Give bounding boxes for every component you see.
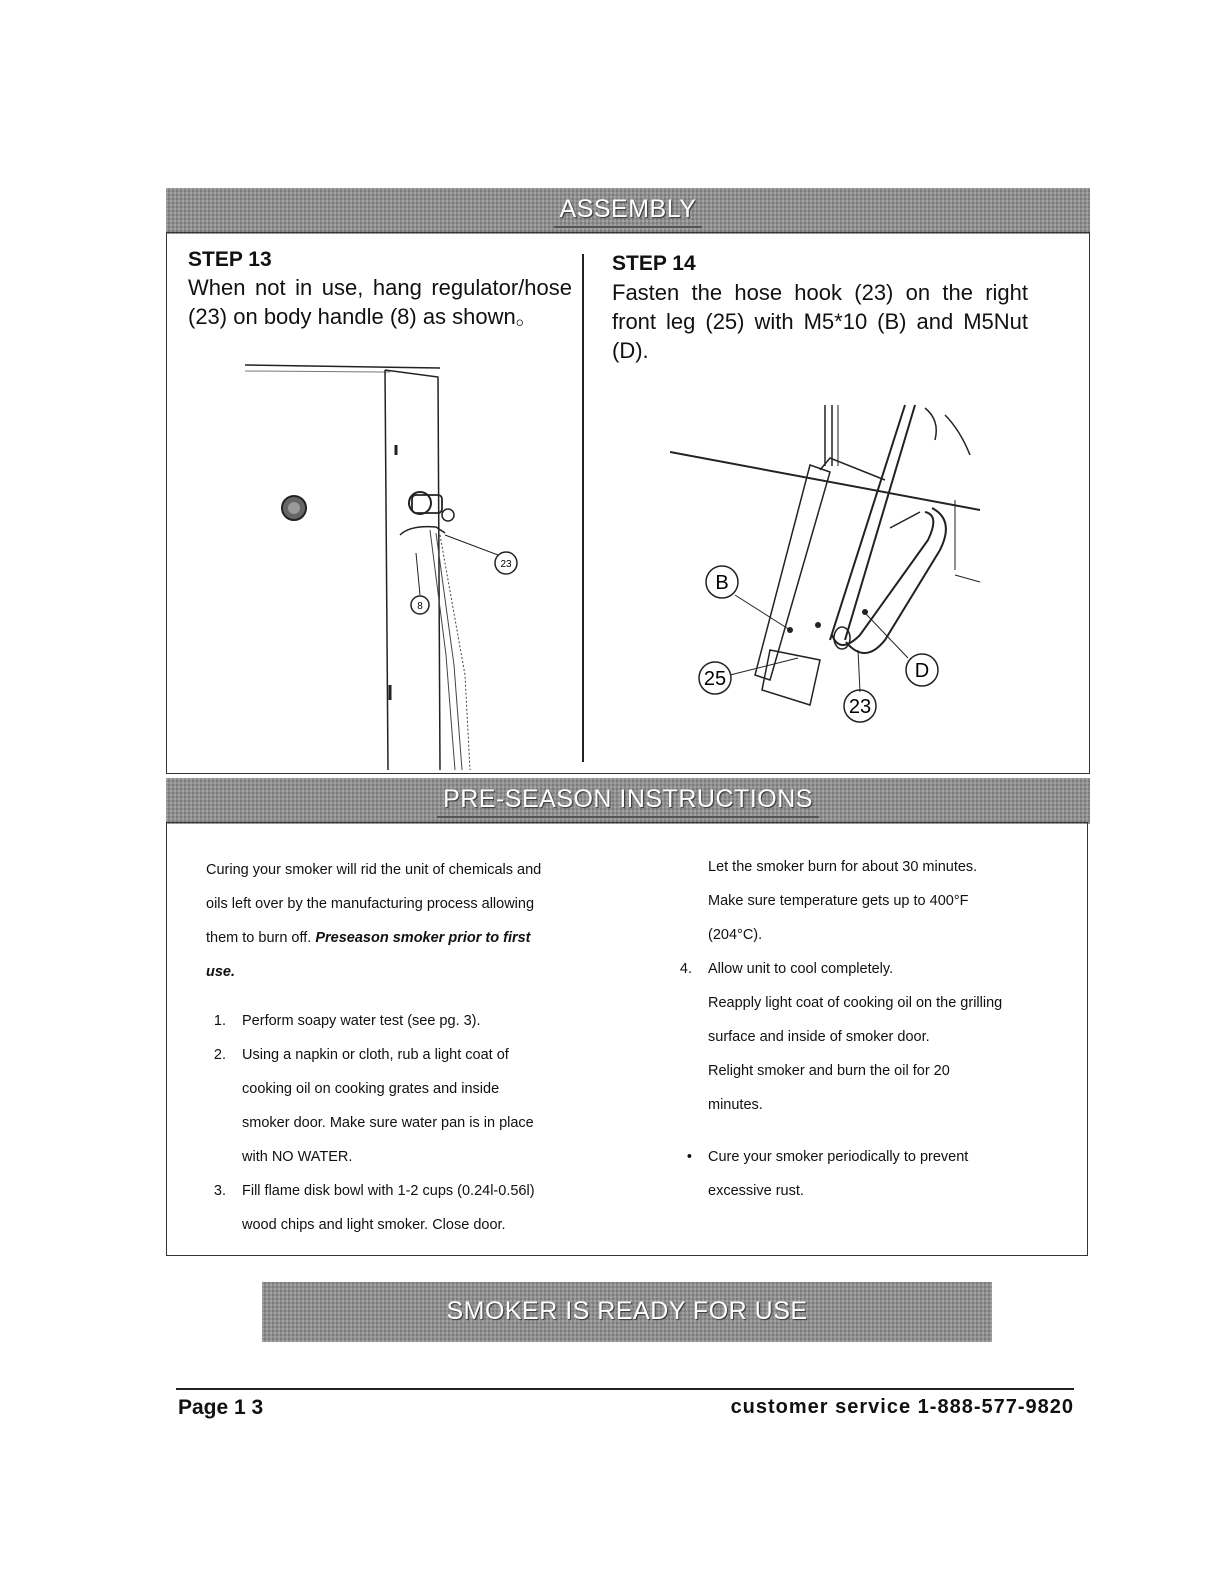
item-line: Allow unit to cool completely.: [708, 961, 894, 977]
item-line: wood chips and light smoker. Close door.: [242, 1217, 506, 1233]
step-divider: [582, 254, 584, 762]
bullet-icon: •: [686, 1149, 692, 1165]
leg-25-icon: [755, 465, 830, 705]
list-item: [206, 1004, 626, 1038]
item-number: 2.: [213, 1047, 226, 1063]
item-line: Perform soapy water test (see pg. 3).: [242, 1013, 481, 1029]
customer-service: customer service 1-888-577-9820: [730, 1396, 1074, 1418]
item-line: (204°C).: [708, 927, 763, 943]
intro-line3: them to burn off.: [206, 930, 312, 946]
callout-23: 23: [500, 559, 512, 570]
item-number: 3.: [213, 1183, 226, 1199]
item-line: excessive rust.: [708, 1183, 804, 1199]
item-number: 1.: [213, 1013, 226, 1029]
item-line: Cure your smoker periodically to prevent: [708, 1149, 969, 1165]
callout-8: 8: [417, 601, 423, 612]
item-line: Fill flame disk bowl with 1-2 cups (0.24l-0.56l): [242, 1183, 535, 1199]
item-line: minutes.: [708, 1097, 763, 1113]
step14-illustration: [670, 400, 990, 760]
callout-b: B: [715, 572, 729, 594]
callout-d: D: [914, 660, 930, 682]
preseason-right-column: [672, 850, 1072, 1208]
step13-line1: When not in use, hang regulator/hose: [188, 275, 572, 300]
item-line: surface and inside of smoker door.: [708, 1029, 930, 1045]
step14-line1: Fasten the hose hook (23) on the right: [612, 280, 1028, 305]
footer-divider: [176, 1388, 1074, 1390]
list-item-continued: [672, 850, 1072, 952]
step13-title: STEP 13: [188, 248, 272, 271]
step13-line2: (23) on body handle (8) as shown。: [188, 304, 538, 329]
callout-25: 25: [703, 668, 727, 690]
item-line: cooking oil on cooking grates and inside: [242, 1081, 500, 1097]
list-item: [206, 1038, 626, 1174]
hose-hook-icon: [830, 405, 946, 653]
item-line: Let the smoker burn for about 30 minutes.: [708, 859, 978, 875]
step13-illustration: [240, 355, 540, 770]
callout-23b: 23: [848, 696, 872, 718]
preseason-steps-left: [206, 1004, 626, 1242]
step14-title: STEP 14: [612, 252, 696, 275]
item-line: with NO WATER.: [242, 1149, 353, 1165]
ready-banner: [262, 1282, 992, 1342]
intro-line1: Curing your smoker will rid the unit of chemicals and: [206, 862, 542, 878]
page-number: Page 1 3: [178, 1396, 264, 1419]
step14-line3: (D).: [612, 338, 649, 363]
step14-text: [612, 278, 1028, 365]
intro-line2: oils left over by the manufacturing process allowing: [206, 896, 535, 912]
item-line: Make sure temperature gets up to 400°F: [708, 893, 969, 909]
intro-emphasis-a: Preseason smoker prior to first: [315, 930, 531, 946]
bullet-item: [672, 1140, 1072, 1208]
regulator-icon: [400, 492, 454, 535]
item-line: Using a napkin or cloth, rub a light coat of: [242, 1047, 509, 1063]
item-line: Reapply light coat of cooking oil on the grilling: [708, 995, 1003, 1011]
step13-text: [188, 273, 572, 331]
assembly-banner: [166, 188, 1090, 234]
list-item: [672, 952, 1072, 1122]
preseason-title: PRE-SEASON INSTRUCTIONS: [437, 785, 819, 818]
item-line: Relight smoker and burn the oil for 20: [708, 1063, 950, 1079]
step14-line2: front leg (25) with M5*10 (B) and M5Nut: [612, 309, 1028, 334]
intro-emphasis-b: use.: [206, 964, 236, 980]
preseason-intro: [206, 853, 606, 989]
list-item: [206, 1174, 626, 1242]
ready-title: SMOKER IS READY FOR USE: [446, 1296, 808, 1325]
item-number: 4.: [679, 961, 692, 977]
grill-knob-icon: [282, 496, 306, 520]
assembly-title: ASSEMBLY: [554, 195, 703, 228]
preseason-banner: [166, 778, 1090, 824]
item-line: smoker door. Make sure water pan is in place: [242, 1115, 534, 1131]
